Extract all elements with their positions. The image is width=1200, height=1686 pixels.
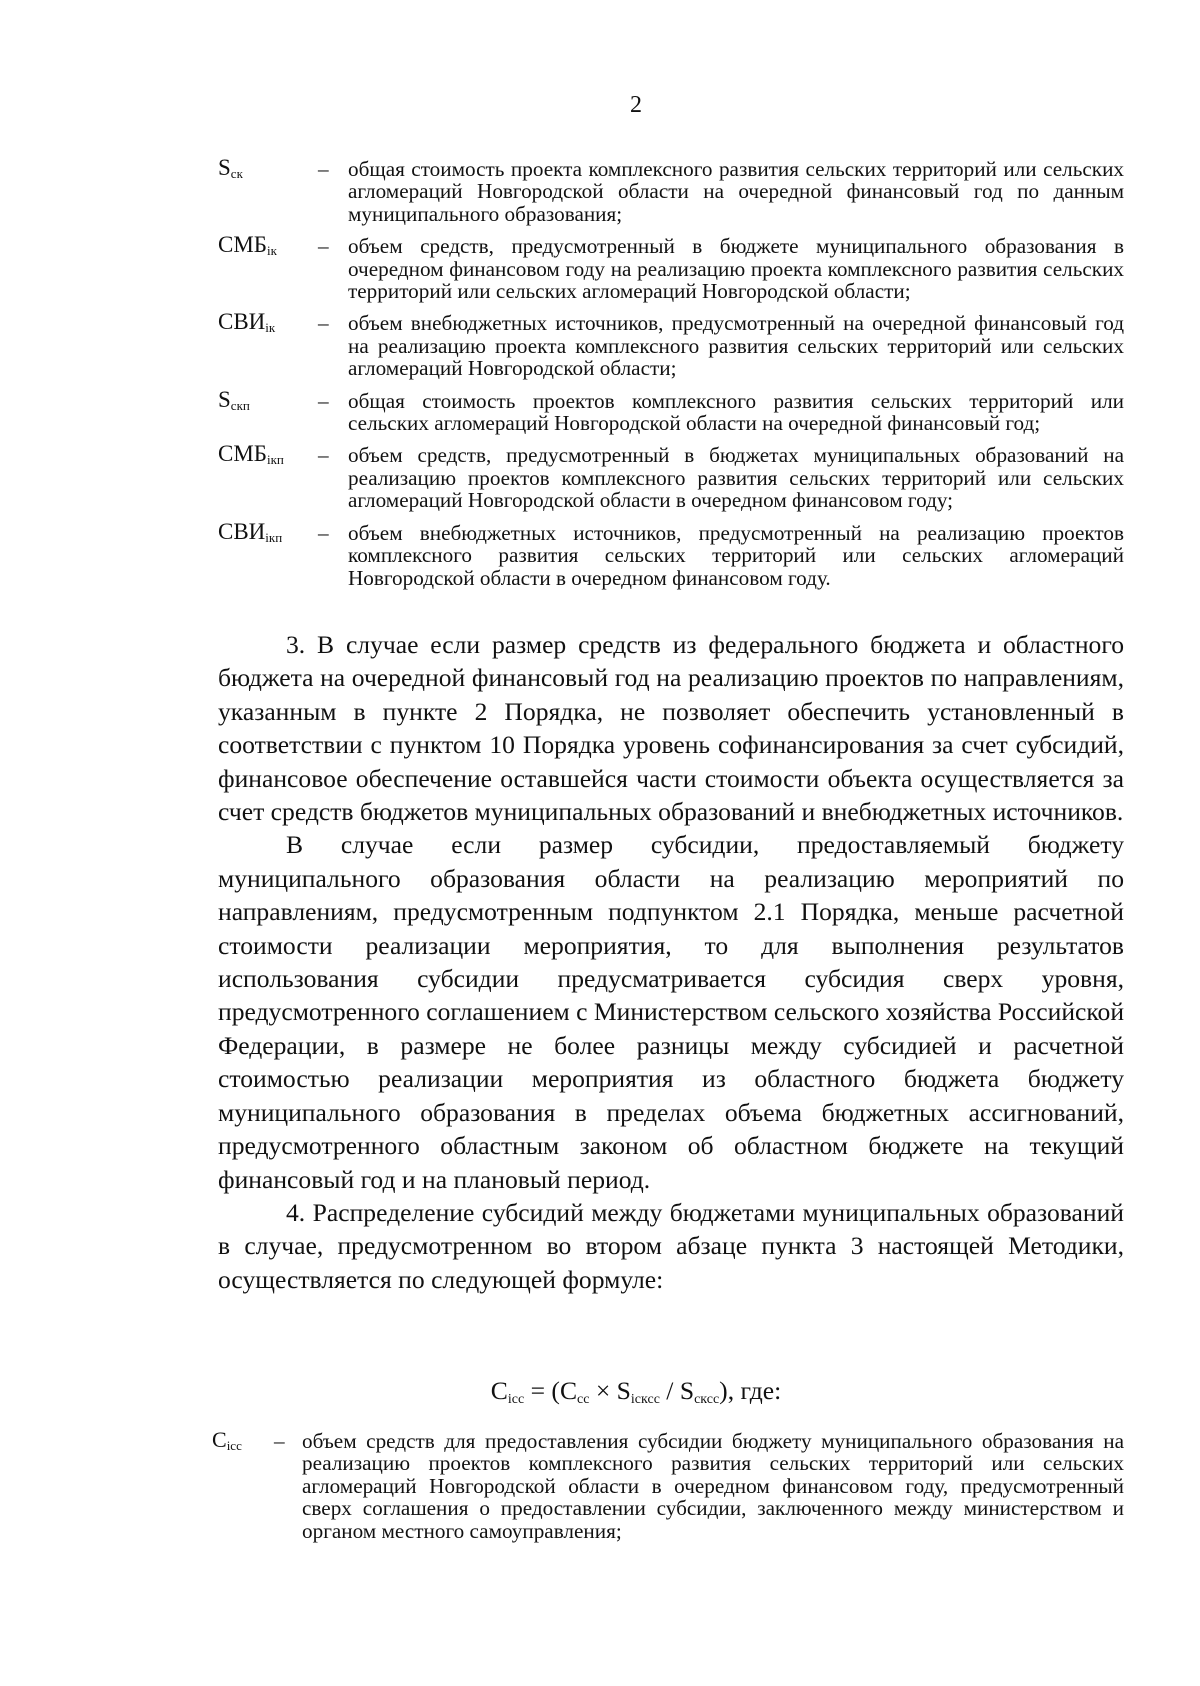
definition-symbol: $СМБ_{iкп}$: [218, 441, 284, 468]
definition-dash: –: [318, 311, 329, 336]
definition-row: [218, 155, 1124, 226]
definitions-list-top: [218, 155, 1124, 599]
definition-text: общая стоимость проектов комплексного развития сельских территорий или сельских агломераций Новгородской области на очередной финансовый год;: [348, 388, 1124, 436]
definition-symbol: $СМБ_{iк}$: [218, 232, 277, 259]
definition-symbol: $S_{скп}$: [218, 386, 250, 413]
definition-row: [218, 441, 1124, 513]
definition-dash: –: [318, 520, 329, 545]
definition-row: [218, 386, 1124, 436]
definition-symbol: $S_{ск}$: [218, 155, 243, 181]
paragraph-3-second: В случае если размер субсидии, предоставляемый бюджету муниципального образования области на реализацию мероприятий по направлениям, предусмотренным подпунктом 2.1 Порядка, меньше расчетной стоимости реализации мероприятия, то для выполнения результатов использования субсидии предусматривается субсидия сверх уровня, предусмотренного соглашением с Министерством сельского хозяйства Российской Федерации, в размере не более разницы между субсидией и расчетной стоимостью реализации мероприятия из областного бюджета бюджету муниципального образования в пределах объема бюджетных ассигнований, предусмотренного областным законом об областном бюджете на текущий финансовый год и на плановый период.: [218, 830, 1125, 1194]
definition-text: общая стоимость проекта комплексного развития сельских территорий или сельских агломераций Новгородской области на очередной финансовый год по данным муниципального образования;: [348, 157, 1124, 226]
definition-row: [218, 518, 1124, 590]
definition-dash: –: [318, 388, 329, 413]
definition-symbol: $СВИ_{iк}$: [218, 309, 276, 336]
definition-text: объем средств для предоставления субсидии бюджету муниципального образования на реализацию проектов комплексного развития сельских территорий или сельских агломераций Новгородской области в очередном финансовом году, предусмотренный сверх соглашения о предоставлении субсидии, заключенного между министерством и органом местного самоуправления;: [302, 1429, 1124, 1543]
definition-dash: –: [274, 1429, 285, 1453]
definition-text: объем внебюджетных источников, предусмотренный на очередной финансовый год на реализацию проекта комплексного развития сельских территорий или сельских агломераций Новгородской области;: [348, 311, 1124, 381]
body-text: [218, 628, 1124, 1296]
definition-row: [218, 232, 1124, 304]
definition-dash: –: [318, 443, 329, 468]
paragraph-4: 4. Распределение субсидий между бюджетами муниципальных образований в случае, предусмотренном во втором абзаце пункта 3 настоящей Методики, осуществляется по следующей формуле:: [218, 1197, 1124, 1294]
definition-row: [212, 1427, 1124, 1543]
definition-text: объем средств, предусмотренный в бюджете муниципального образования в очередном финансовом году на реализацию проекта комплексного развития сельских территорий или сельских агломераций Новгородской области;: [348, 234, 1124, 304]
definition-symbol: $СВИ_{iкп}$: [218, 518, 283, 545]
definitions-list-bottom: [212, 1427, 1124, 1552]
page-number: 2: [630, 92, 642, 118]
definition-dash: –: [318, 234, 329, 259]
definition-dash: –: [318, 157, 329, 181]
definition-symbol: $C_{icc}$: [212, 1427, 242, 1453]
formula: $C_{icc} = (C_{cc} \times S_{icксс} / S_{cксс})$, где:: [490, 1376, 782, 1407]
definition-row: [218, 309, 1124, 381]
definition-text: объем средств, предусмотренный в бюджетах муниципальных образований на реализацию проектов комплексного развития сельских территорий или сельских агломераций Новгородской области в очередном финансовом году;: [348, 443, 1124, 513]
paragraph-3: 3. В случае если размер средств из федерального бюджета и областного бюджета на очередной финансовый год на реализацию проектов по направлениям, указанным в пункте 2 Порядка, не позволяет обеспечить установленный в соответствии с пунктом 10 Порядка уровень софинансирования за счет субсидий, финансовое обеспечение оставшейся части стоимости объекта осуществляется за счет средств бюджетов муниципальных образований и внебюджетных источников.: [218, 630, 1124, 827]
definition-text: объем внебюджетных источников, предусмотренный на реализацию проектов комплексного развития сельских территорий или сельских агломераций Новгородской области в очередном финансовом году.: [348, 520, 1124, 590]
